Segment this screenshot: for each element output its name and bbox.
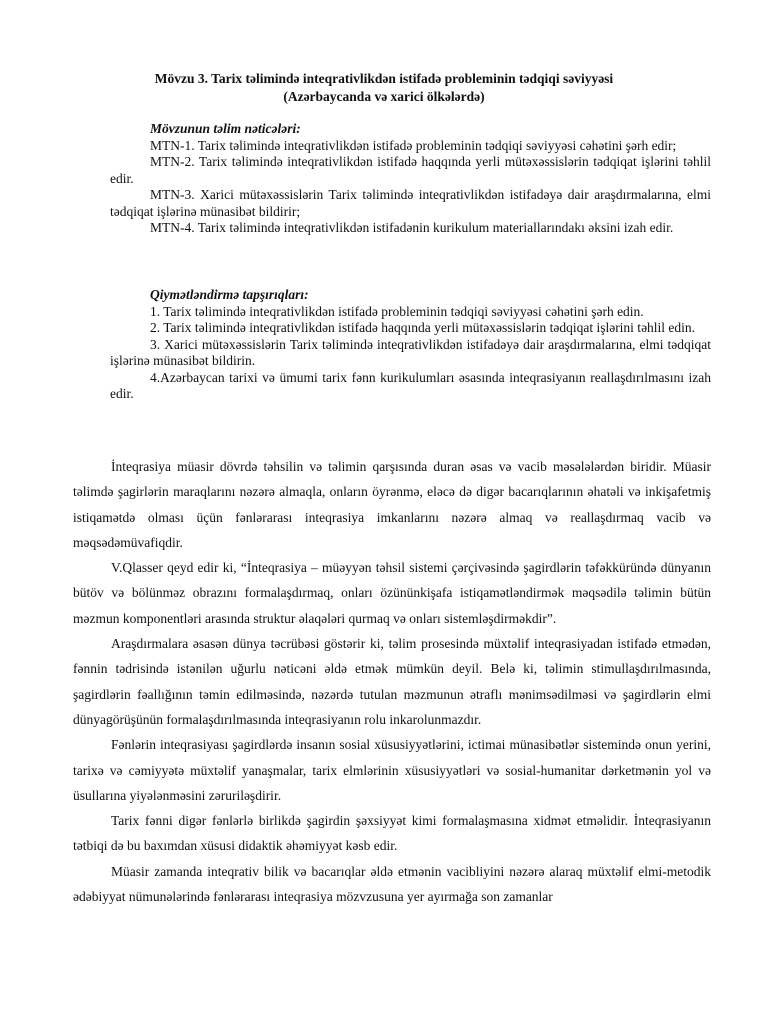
body-paragraph: Müasir zamanda inteqrativ bilik və bacarıqlar əldə etmənin vacibliyini nəzərə alaraq müxtəlif elmi-metodik ədəbiyyat nümunələrində fənlərarası inteqrasiya mözvzusuna yer ayırmağa son zamanlar — [73, 863, 711, 905]
task-item: 1. Tarix təlimində inteqrativlikdən istifadə probleminin tədqiqi səviyyəsi cəhətini şərh edin. — [150, 303, 644, 319]
outcome-item: MTN-3. Xarici mütəxəssislərin Tarix təlimində inteqrativlikdən istifadəyə dair araşdırmalarına, elmi tədqiqat işlərinə münasibət bildirir; — [110, 187, 711, 219]
assessment-tasks-heading: Qiymətləndirmə tapşırıqları: — [150, 287, 309, 302]
task-item: 3. Xarici mütəxəssislərin Tarix təlimində inteqrativlikdən istifadəyə dair araşdırmalarına, elmi tədqiqat işlərinə münasibət bildirin. — [110, 336, 711, 368]
body-paragraph: Tarix fənni digər fənlərlə birlikdə şagirdin şəxsiyyət kimi formalaşmasına xidmət etməlidir. İnteqrasiyanın tətbiqi də bu baxımdan xüsusi didaktik əhəmiyyət kəsb edir. — [73, 813, 711, 854]
learning-outcomes — [110, 121, 711, 237]
title-line-1: Mövzu 3. Tarix təlimində inteqrativlikdən istifadə probleminin tədqiqi səviyyəsi — [154, 71, 614, 86]
outcome-item: MTN-2. Tarix təlimində inteqrativlikdən istifadə haqqında yerli mütəxəssislərin tədqiqat işlərini təhlil edir. — [110, 154, 711, 186]
task-item: 4.Azərbaycan tarixi və ümumi tarix fənn kurikulumları əsasında inteqrasiyanın reallaşdırılmasını izah edir. — [110, 369, 711, 401]
body-paragraph: Fənlərin inteqrasiyası şagirdlərdə insanın sosial xüsusiyyətlərini, ictimai münasibətlər sistemində onun yerini, tarixə və cəmiyyətə müxtəlif yanaşmalar, tarix elmlərinin xüsusiyyətləri və sosial-humanitar dərketmənin yol və üsullarına yiyələnməsini zəruriləşdirir. — [73, 737, 711, 803]
task-item: 2. Tarix təlimində inteqrativlikdən istifadə haqqında yerli mütəxəssislərin tədqiqat işlərini təhlil edin. — [150, 320, 696, 335]
title-line-2: (Azərbaycanda və xarici ölkələrdə) — [283, 89, 485, 104]
body-text — [73, 454, 711, 909]
outcome-item: MTN-4. Tarix təlimində inteqrativlikdən istifadənin kurikulum materiallarındakı əksini izah edir. — [150, 220, 674, 235]
body-paragraph: V.Qlasser qeyd edir ki, “İnteqrasiya – müəyyən təhsil sistemi çərçivəsində şagirdlərin təfəkküründə dünyanın bütöv və bölünməz obrazını formalaşdırmaq, onları özününkişafa istiqamətləndirmək məqsədilə təlimin bütün məzmun komponentləri arasında struktur əlaqələri qurmaq və onları sistemləşdirməkdir”. — [73, 560, 711, 626]
page-title — [0, 70, 768, 106]
assessment-tasks — [110, 287, 711, 403]
outcome-item: MTN-1. Tarix təlimində inteqrativlikdən istifadə probleminin tədqiqi səviyyəsi cəhətini şərh edir; — [150, 137, 677, 153]
learning-outcomes-heading: Mövzunun təlim nəticələri: — [150, 121, 301, 136]
body-paragraph: Araşdırmalara əsasən dünya təcrübəsi göstərir ki, təlim prosesində müxtəlif inteqrasiyadan istifadə etmədən, fənnin tədrisində istənilən uğurlu nəticəni əldə etmək mümkün deyil. Belə ki, təlimin stimullaşdırılmasında, şagirdlərin fəallığının təmin edilməsində, nəzərdə tutulan məzmunun ətraflı mənimsədilməsi və şagirdlərin elmi dünyagörüşünün formalaşdırılmasında inteqrasiyanın rolu inkarolunmazdır. — [73, 636, 711, 727]
body-paragraph: İnteqrasiya müasir dövrdə təhsilin və təlimin qarşısında duran əsas və vacib məsələlərdən biridir. Müasir təlimdə şagirlərin maraqlarını nəzərə almaqla, onların öyrənmə, eləcə də digər bacarıqlarının əhatəli və inkişafetmiş istiqamətdə olması üçün fənlərarası inteqrasiya imkanlarını nəzərə almaq və reallaşdırmaq vacib və məqsədəmüvafiqdir. — [73, 459, 711, 550]
